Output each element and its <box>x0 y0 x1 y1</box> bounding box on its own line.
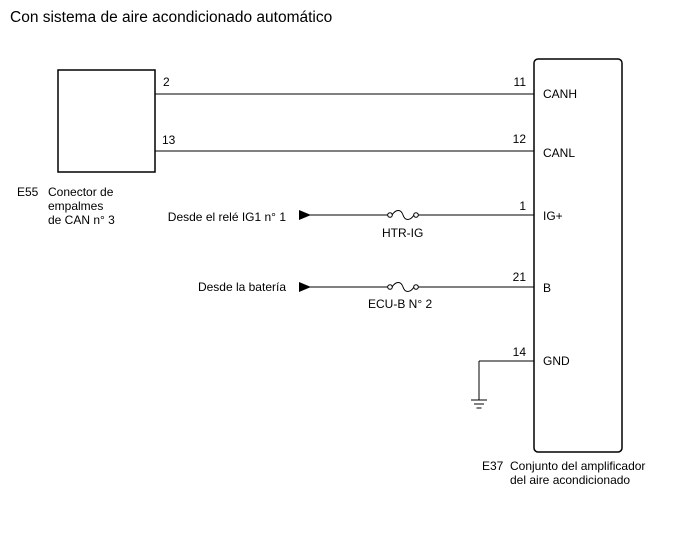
fuse-htr-ig-icon <box>388 211 419 220</box>
fuse-label-htr-ig: HTR-IG <box>382 226 424 240</box>
connector-e55-code: E55 <box>17 185 39 199</box>
pin-e37-11: 11 <box>513 75 526 89</box>
wire-gnd <box>479 361 534 400</box>
pin-e55-2: 2 <box>163 75 170 89</box>
diagram-title: Con sistema de aire acondicionado automático <box>10 9 333 26</box>
pin-e37-1: 1 <box>519 199 526 213</box>
pin-e37-12: 12 <box>512 132 526 146</box>
connector-e55-name-3: de CAN n° 3 <box>48 213 115 227</box>
pin-e37-21: 21 <box>512 270 526 284</box>
connector-e55-name-2: empalmes <box>48 199 104 213</box>
amplifier-e37-code: E37 <box>482 459 504 473</box>
source-ig1-relay: Desde el relé IG1 n° 1 <box>167 210 286 224</box>
terminal-ig: IG+ <box>543 209 563 223</box>
terminal-canh: CANH <box>543 87 578 101</box>
arrow-ig-icon <box>299 210 311 220</box>
arrow-batt-icon <box>299 282 311 292</box>
source-battery: Desde la batería <box>197 280 286 294</box>
pin-e37-14: 14 <box>512 345 526 359</box>
amplifier-e37-name-2: del aire acondicionado <box>510 473 631 487</box>
ground-icon <box>471 400 487 408</box>
fuse-label-ecu-b: ECU-B N° 2 <box>368 297 433 311</box>
terminal-canl: CANL <box>543 146 576 160</box>
connector-e55-box <box>58 70 155 172</box>
fuse-ecu-b-icon <box>388 283 419 292</box>
terminal-b: B <box>543 281 552 295</box>
amplifier-e37-box <box>534 59 622 452</box>
connector-e55-name-1: Conector de <box>48 185 114 199</box>
terminal-gnd: GND <box>543 354 570 368</box>
amplifier-e37-name-1: Conjunto del amplificador <box>510 459 646 473</box>
pin-e55-13: 13 <box>162 133 176 147</box>
